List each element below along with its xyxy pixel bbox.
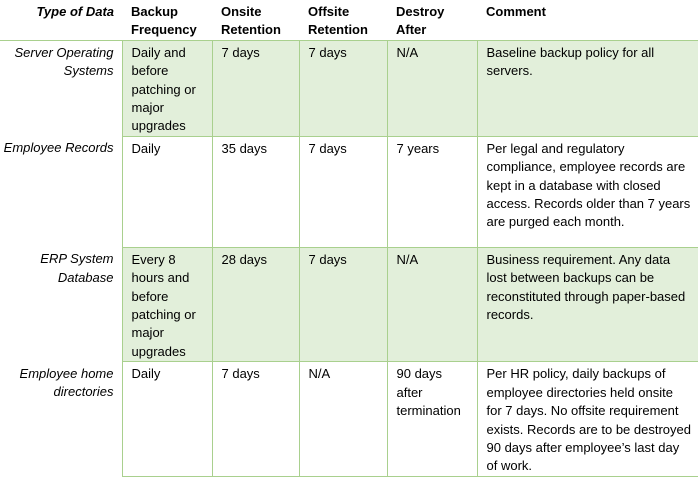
cell-comment: Business requirement. Any data lost between backups can be reconstituted through paper-based records. (477, 247, 698, 361)
cell-comment: Per legal and regulatory compliance, employee records are kept in a database with closed access. Records older than 7 years are purged each month. (477, 136, 698, 247)
cell-backup-frequency: Every 8 hours and before patching or major upgrades (122, 247, 212, 361)
header-row (0, 0, 698, 40)
cell-comment: Per HR policy, daily backups of employee directories held onsite for 7 days. No offsite requirement exists. Records are to be destroyed 90 days after employee’s last day of work. (477, 362, 698, 476)
header-backup-frequency: Backup Frequency (122, 0, 212, 40)
cell-backup-frequency: Daily (122, 136, 212, 247)
table-row (0, 40, 698, 136)
cell-comment: Baseline backup policy for all servers. (477, 40, 698, 136)
row-type-of-data: Employee Records (3, 140, 114, 156)
table-header (0, 0, 698, 40)
row-type-of-data: Employee home directories (19, 365, 114, 400)
header-type-of-data: Type of Data (0, 0, 122, 40)
cell-destroy-after: 7 years (387, 136, 477, 247)
cell-offsite-retention: 7 days (299, 247, 387, 361)
cell-backup-frequency: Daily (122, 362, 212, 476)
cell-destroy-after: N/A (387, 247, 477, 361)
cell-onsite-retention: 7 days (212, 40, 299, 136)
cell-onsite-retention: 7 days (212, 362, 299, 476)
table-row (0, 362, 698, 476)
header-offsite-retention: Offsite Retention (299, 0, 387, 40)
header-destroy-after: Destroy After (387, 0, 477, 40)
cell-onsite-retention: 28 days (212, 247, 299, 361)
cell-offsite-retention: 7 days (299, 40, 387, 136)
header-comment: Comment (477, 0, 698, 40)
row-type-of-data: ERP System Database (40, 251, 114, 285)
row-type-of-data: Server Operating Systems (14, 44, 114, 79)
table-row (0, 136, 698, 247)
cell-destroy-after: N/A (387, 40, 477, 136)
cell-offsite-retention: 7 days (299, 136, 387, 247)
cell-onsite-retention: 35 days (212, 136, 299, 247)
cell-destroy-after: 90 days after termination (387, 362, 477, 476)
table-row (0, 247, 698, 361)
header-onsite-retention: Onsite Retention (212, 0, 299, 40)
cell-offsite-retention: N/A (299, 362, 387, 476)
cell-backup-frequency: Daily and before patching or major upgrades (122, 40, 212, 136)
table-body (0, 40, 698, 476)
